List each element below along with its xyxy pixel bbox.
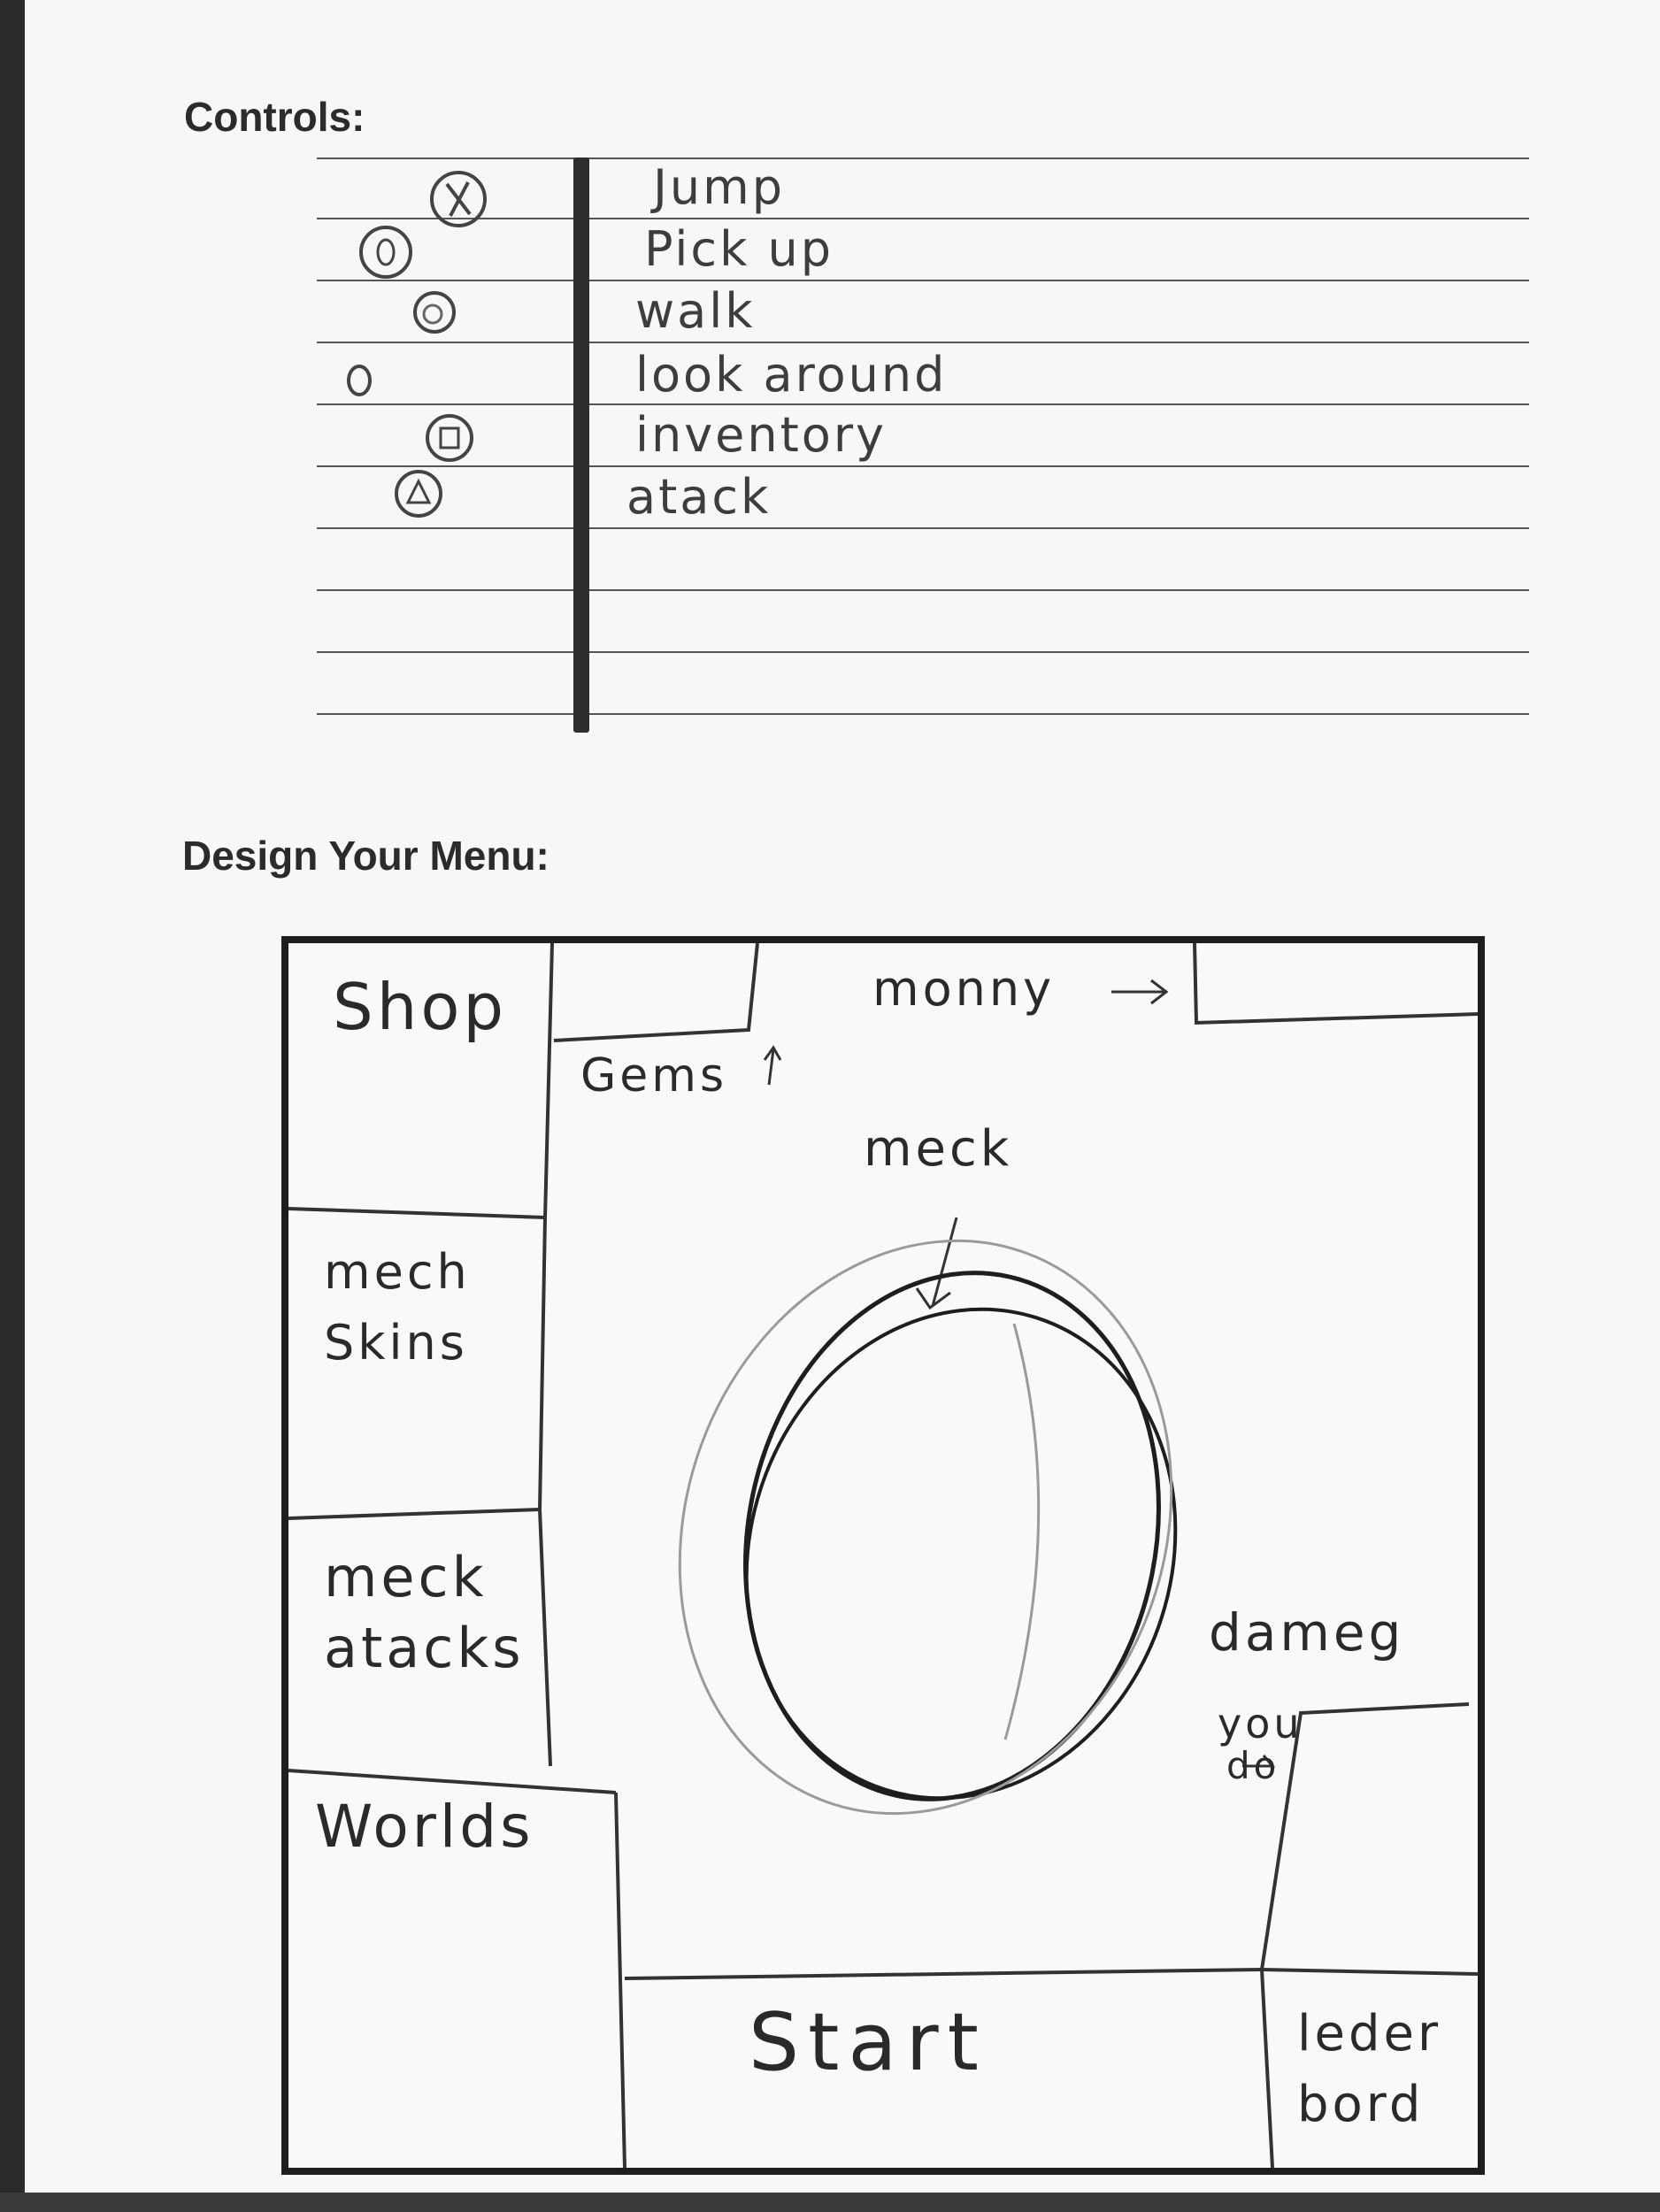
table-rule bbox=[317, 527, 1529, 529]
table-rule bbox=[317, 218, 1529, 219]
table-rule bbox=[317, 403, 1529, 405]
table-rule bbox=[317, 651, 1529, 653]
shop-button[interactable]: Shop bbox=[333, 970, 508, 1044]
menu-heading: Design Your Menu: bbox=[182, 833, 549, 879]
start-button[interactable]: Start bbox=[749, 1996, 988, 2089]
action-atack: atack bbox=[626, 469, 772, 525]
meck-atacks-line2[interactable]: atacks bbox=[324, 1616, 525, 1680]
table-rule bbox=[317, 465, 1529, 467]
right-stick-icon bbox=[342, 363, 377, 398]
table-rule bbox=[317, 342, 1529, 343]
left-stick-icon bbox=[410, 288, 459, 337]
table-rule bbox=[317, 713, 1529, 715]
worksheet-paper bbox=[25, 0, 1660, 2193]
dameg-line3: do bbox=[1226, 1744, 1280, 1787]
cross-button-icon bbox=[427, 168, 489, 230]
triangle-button-icon bbox=[392, 467, 445, 520]
controls-heading: Controls: bbox=[184, 94, 365, 140]
table-rule bbox=[317, 280, 1529, 281]
action-pick-up: Pick up bbox=[644, 221, 834, 277]
table-rule bbox=[317, 157, 1529, 159]
action-inventory: inventory bbox=[635, 407, 888, 463]
leaderboard-line1[interactable]: leder bbox=[1297, 2005, 1442, 2062]
gems-counter: Gems bbox=[580, 1049, 728, 1102]
mech-skins-line1[interactable]: mech bbox=[324, 1244, 471, 1300]
table-rule bbox=[317, 589, 1529, 591]
meck-caption: meck bbox=[864, 1120, 1013, 1178]
background-surface bbox=[0, 2193, 1660, 2212]
circle-button-icon bbox=[357, 223, 415, 281]
action-look-around: look around bbox=[635, 347, 948, 403]
dameg-line2: you bbox=[1218, 1700, 1303, 1747]
action-walk: walk bbox=[635, 283, 756, 339]
mech-skins-line2[interactable]: Skins bbox=[324, 1315, 468, 1371]
action-jump: Jump bbox=[653, 159, 786, 215]
menu-sketch-frame bbox=[281, 936, 1485, 2175]
dameg-line1: dameg bbox=[1209, 1602, 1405, 1663]
leaderboard-line2[interactable]: bord bbox=[1297, 2076, 1425, 2133]
square-button-icon bbox=[423, 411, 476, 465]
worlds-button[interactable]: Worlds bbox=[315, 1793, 534, 1861]
controls-table bbox=[317, 142, 1529, 726]
monny-counter: monny bbox=[872, 961, 1056, 1017]
meck-atacks-line1[interactable]: meck bbox=[324, 1545, 488, 1609]
column-divider bbox=[573, 157, 589, 733]
